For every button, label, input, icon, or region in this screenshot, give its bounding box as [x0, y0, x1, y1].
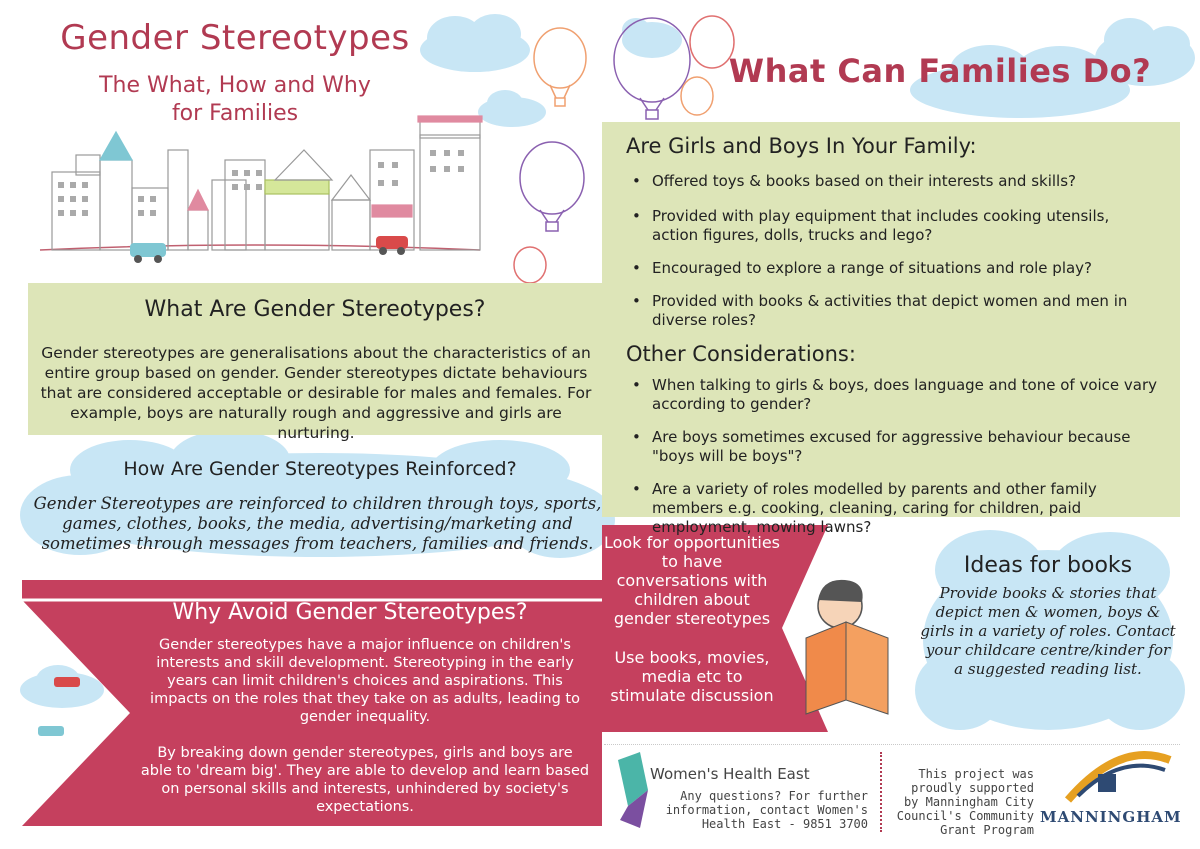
- list-item: • Are a variety of roles modelled by parents and other family members e.g. cooking, cleaning, caring for children, paid employment, mowing lawns?: [628, 480, 1158, 537]
- list-item: • When talking to girls & boys, does language and tone of voice vary according to gender?: [628, 376, 1158, 414]
- look-for-text: Look for opportunities to have conversations with children about gender stereotypes: [604, 533, 781, 628]
- families-panel: [602, 122, 1180, 536]
- page-title: Gender Stereotypes: [60, 18, 410, 58]
- subtitle-line2: for Families: [171, 101, 299, 126]
- manningham-logo: [1068, 755, 1170, 800]
- page-subtitle: [60, 72, 410, 128]
- what-panel: [28, 283, 602, 442]
- list-item: • Offered toys & books based on their interests and skills?: [628, 172, 1158, 191]
- families-title: What Can Families Do?: [728, 52, 1152, 90]
- org-name: Women's Health East: [650, 765, 810, 783]
- why-heading: Why Avoid Gender Stereotypes?: [172, 600, 528, 625]
- why-body-2: By breaking down gender stereotypes, girls and boys are able to 'dream big'. They are able to develop and learn based on personal skills and interests, unhindered by society's expectations.: [140, 745, 590, 815]
- council-name: MANNINGHAM: [1040, 808, 1182, 826]
- footer-divider-line: [604, 744, 1180, 745]
- list-item: • Are boys sometimes excused for aggressive behaviour because "boys will be boys"?: [628, 428, 1158, 466]
- ideas-heading: Ideas for books: [963, 553, 1133, 578]
- why-body-1: Gender stereotypes have a major influence on children's interests and skill development. Stereotyping in the early years can limit children's choices and aspirations. This impacts on the roles that they take on as adults, leading to gender inequality.: [150, 637, 580, 725]
- reinforced-body: Gender Stereotypes are reinforced to children through toys, sports, games, clothes, books, the media, advertising/marketing and sometimes through messages from teachers, families and friends.: [33, 494, 602, 553]
- project-text: This project was proudly supported by Manningham City Council's Community Grant Program: [896, 767, 1034, 837]
- reinforced-heading: How Are Gender Stereotypes Reinforced?: [123, 458, 517, 480]
- family-heading: Are Girls and Boys In Your Family:: [626, 134, 977, 158]
- list-item: • Encouraged to explore a range of situations and role play?: [628, 259, 1158, 278]
- use-books-text: Use books, movies, media etc to stimulate discussion: [610, 648, 774, 705]
- city-skyline-illustration: [40, 116, 482, 250]
- what-heading: What Are Gender Stereotypes?: [144, 297, 486, 322]
- subtitle-line1: The What, How and Why: [99, 73, 371, 98]
- considerations-heading: Other Considerations:: [626, 342, 856, 366]
- considerations-list: [628, 376, 1158, 537]
- cloud-mid: [478, 90, 546, 127]
- contact-text: Any questions? For further information, contact Women's Health East - 9851 3700: [665, 789, 868, 831]
- cloud-top-left: [420, 14, 530, 72]
- list-item: • Provided with play equipment that includes cooking utensils, action figures, dolls, trucks and lego?: [628, 207, 1158, 245]
- family-list: [628, 172, 1158, 330]
- what-body: Gender stereotypes are generalisations about the characteristics of an entire group based on gender. Gender stereotypes dictate behaviours that are considered acceptable or desirable for males and females. For example, boys are naturally rough and aggressive and girls are nurturing.: [40, 344, 592, 442]
- why-band-top: [22, 580, 602, 600]
- boy-reading-illustration: [806, 580, 888, 714]
- list-item: • Provided with books & activities that depict women and men in diverse roles?: [628, 292, 1158, 330]
- footer-divider-vertical: [880, 752, 882, 832]
- ideas-body: Provide books & stories that depict men & women, boys & girls in a variety of roles. Contact your childcare centre/kinder for a suggested reading list.: [920, 584, 1176, 678]
